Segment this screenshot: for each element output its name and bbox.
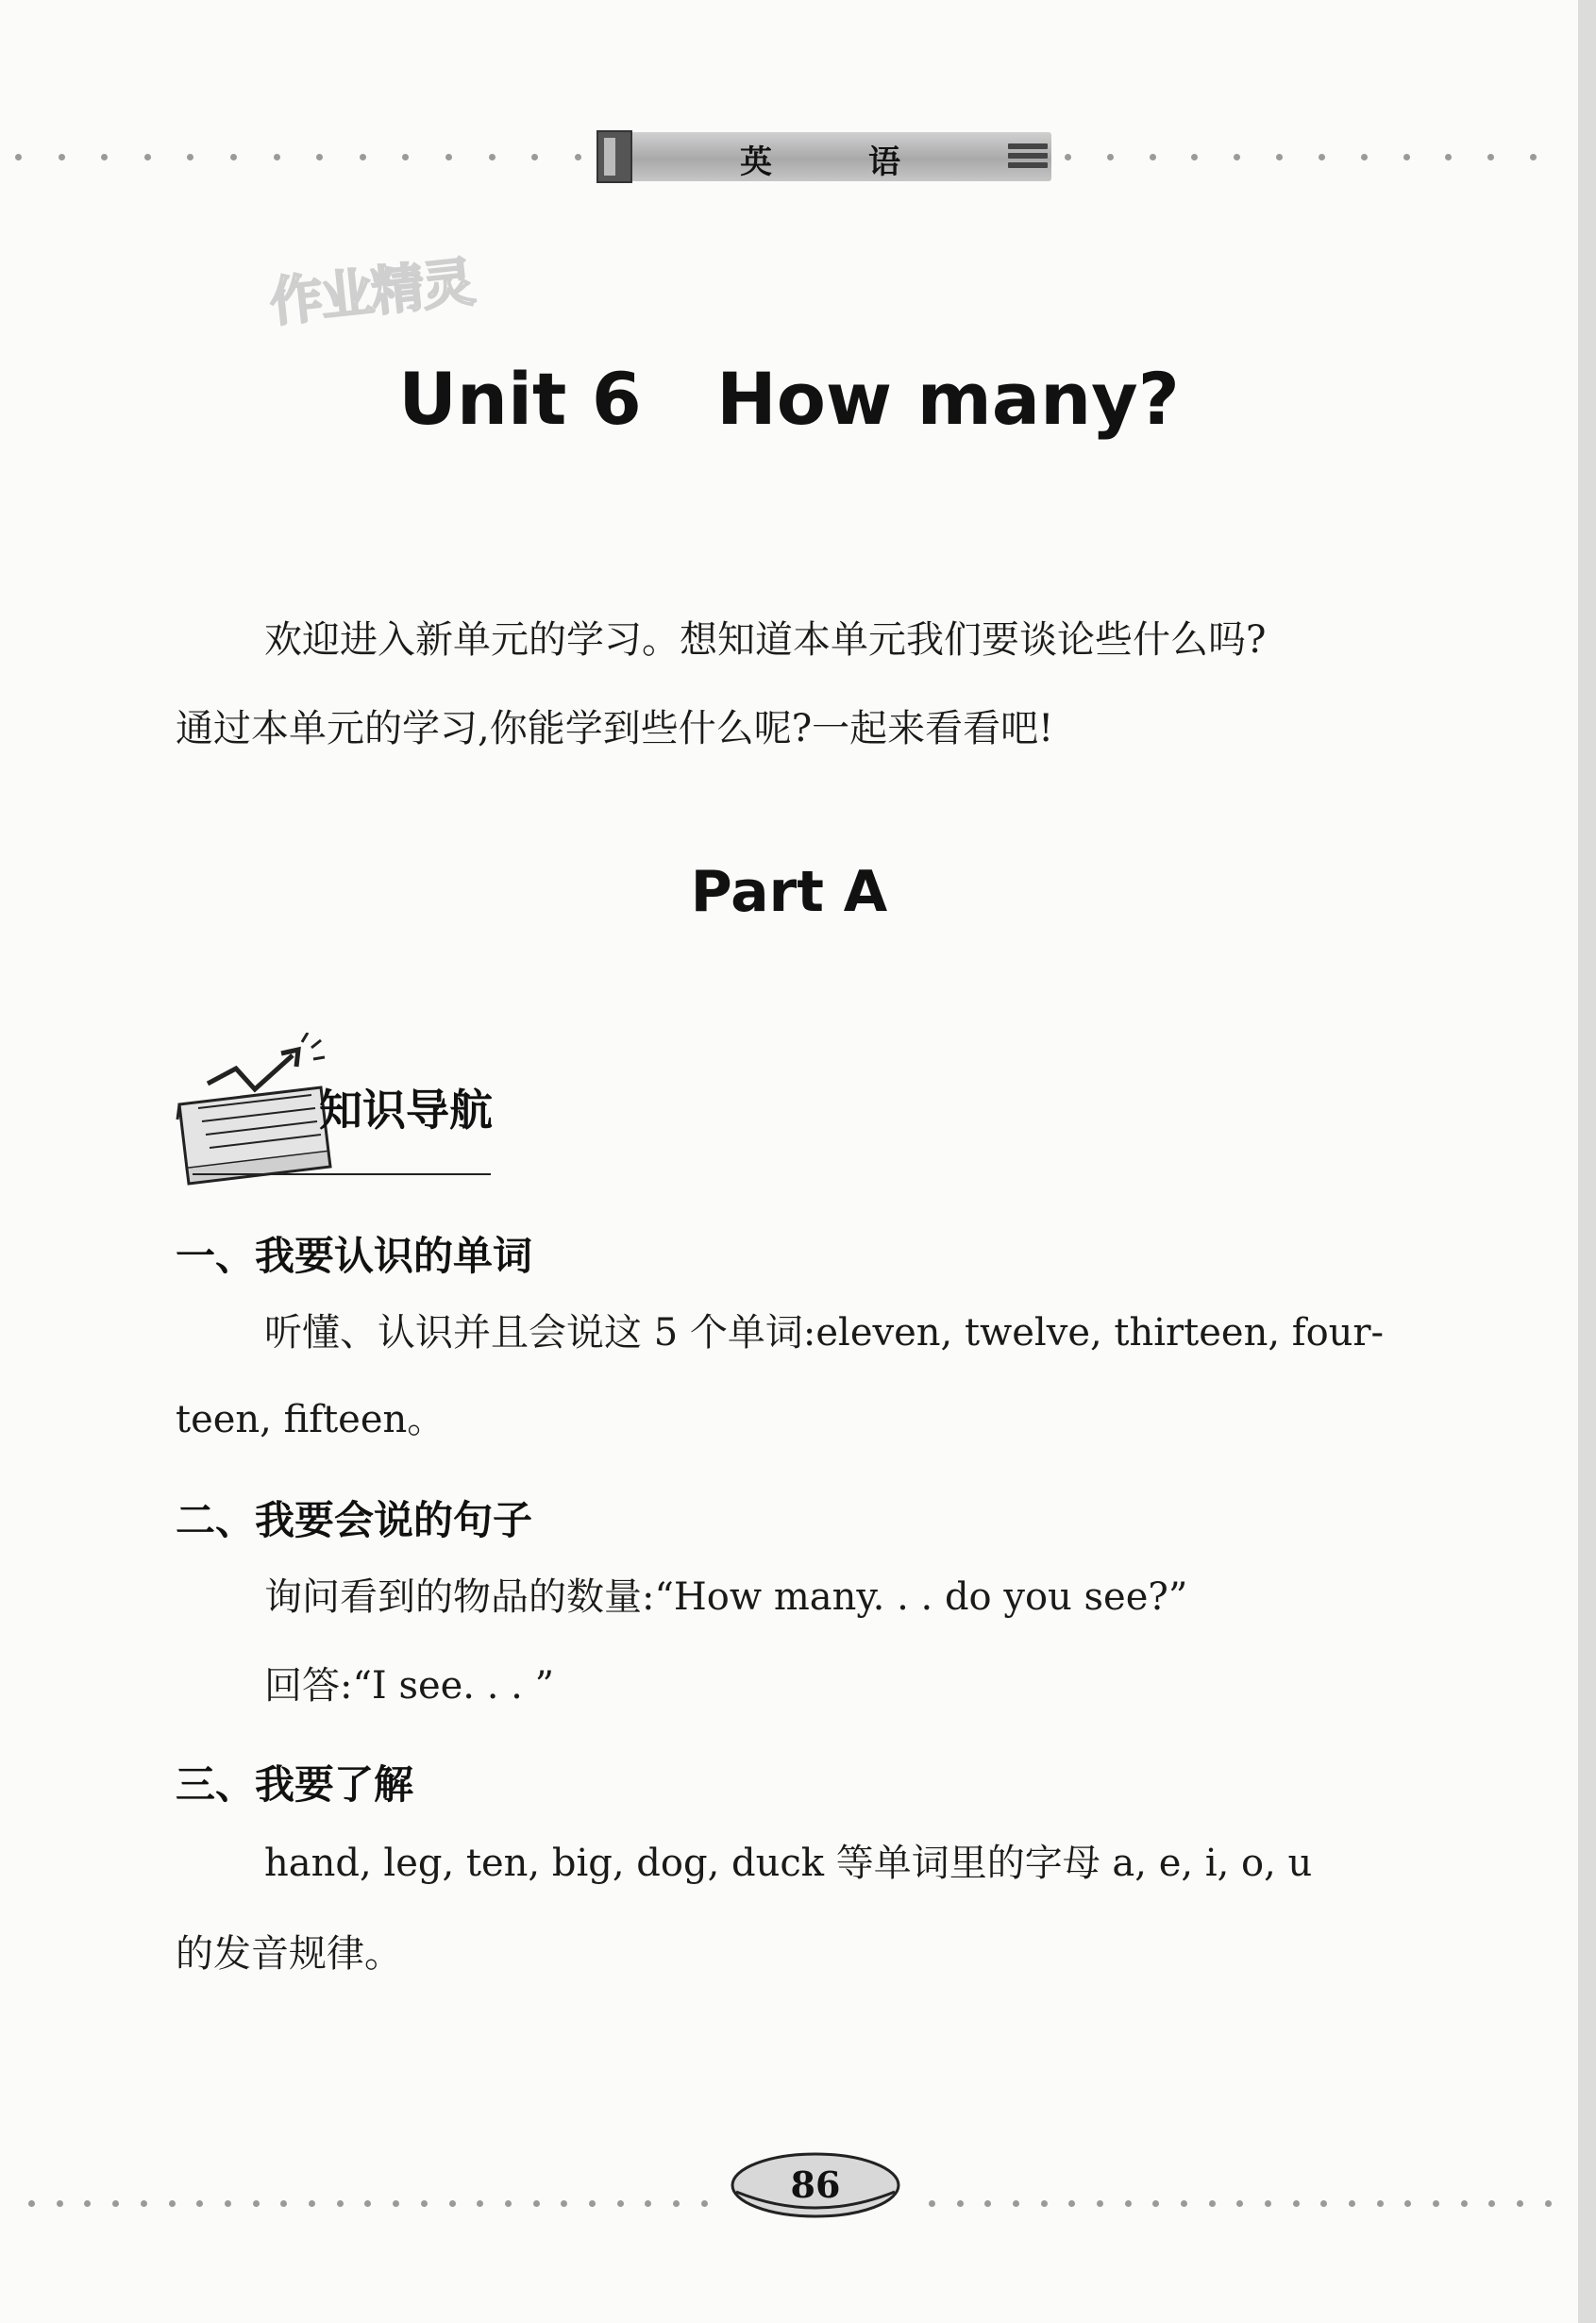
- unit-title: Unit 6 How many?: [398, 357, 1180, 441]
- watermark: 作业精灵: [266, 251, 477, 334]
- header-dots-left: [15, 153, 581, 160]
- section-understand-line-2: 的发音规律。: [176, 1932, 402, 1976]
- page-number: 86: [790, 2163, 841, 2206]
- header-band: [596, 132, 1051, 181]
- header-subject-char-2: 语: [868, 143, 900, 181]
- section-sentences-line-2: 回答:“I see. . . ”: [264, 1664, 555, 1708]
- books-stack-icon: [1008, 143, 1048, 176]
- footer-dots-right: [929, 2199, 1552, 2207]
- intro-line-2: 通过本单元的学习,你能学到些什么呢?一起来看看吧!: [176, 707, 1054, 750]
- section-sentences-line-1: 询问看到的物品的数量:“How many. . . do you see?”: [264, 1575, 1188, 1619]
- section-words-line-1: 听懂、认识并且会说这 5 个单词:eleven, twelve, thirteen, four-: [264, 1311, 1385, 1355]
- section-heading-sentences: 二、我要会说的句子: [176, 1497, 533, 1543]
- knowledge-nav-label: 知识导航: [319, 1085, 493, 1136]
- section-heading-words: 一、我要认识的单词: [176, 1233, 533, 1279]
- section-words-line-2: teen, fifteen。: [176, 1398, 445, 1441]
- intro-line-1: 欢迎进入新单元的学习。想知道本单元我们要谈论些什么吗?: [264, 618, 1267, 662]
- header-dots-right: [1065, 153, 1537, 160]
- section-heading-understand: 三、我要了解: [176, 1761, 414, 1808]
- section-understand-line-1: hand, leg, ten, big, dog, duck 等单词里的字母 a, e, i, o, u: [264, 1842, 1313, 1885]
- page-edge: [1578, 0, 1596, 2323]
- header-subject-char-1: 英: [740, 143, 772, 181]
- part-title: Part A: [690, 859, 888, 925]
- book-icon: [596, 130, 632, 183]
- footer-dots-left: [28, 2199, 708, 2207]
